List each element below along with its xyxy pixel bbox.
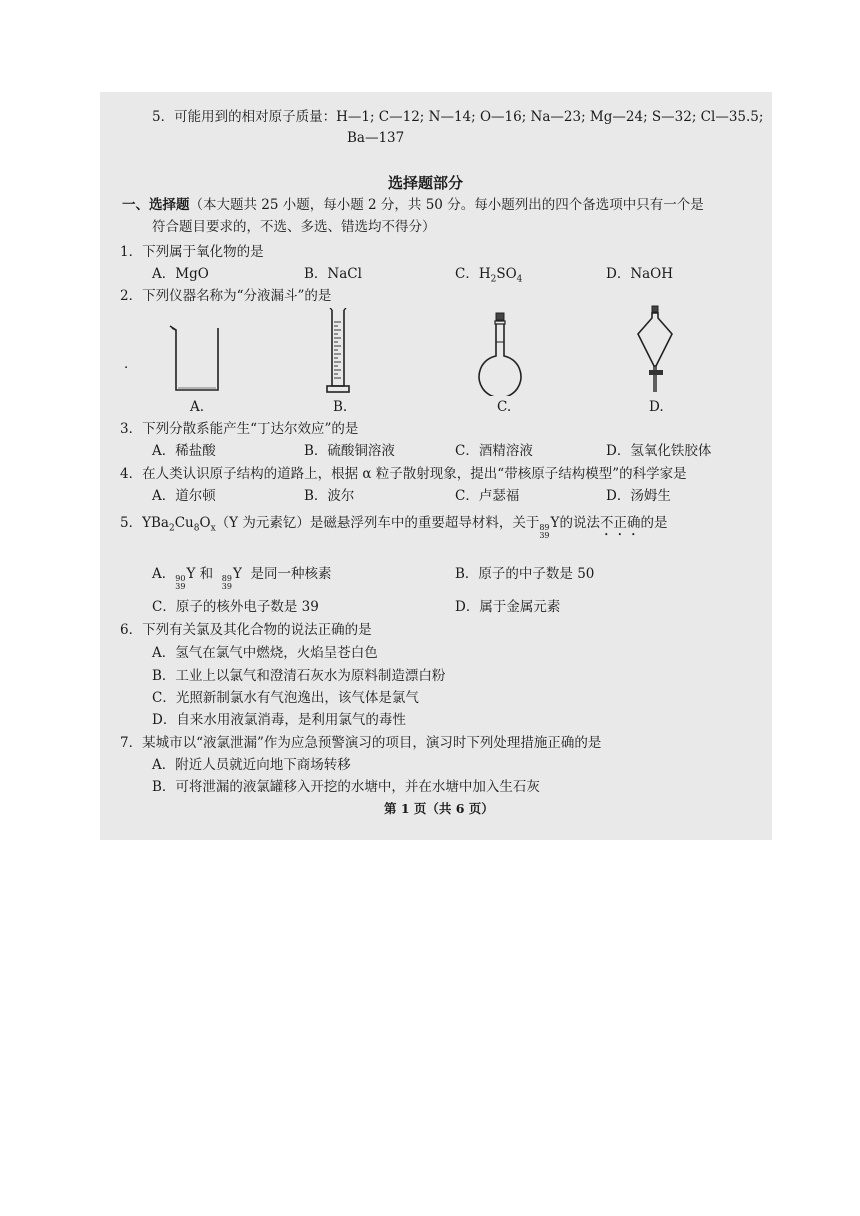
q6-option-a: A．氢气在氯气中燃烧，火焰呈苍白色 [152, 645, 378, 661]
q5-stem-mid: （Y 为元素钇）是磁悬浮列车中的重要超导材料，关于 [215, 515, 540, 531]
section-title: 选择题部分 [388, 174, 464, 192]
q2-option-a: A. [190, 399, 205, 415]
q5-a-text: 是同一种核素 [250, 566, 332, 582]
q5-symbol-y: Y [550, 515, 560, 531]
q1-option-a: A．MgO [152, 266, 209, 282]
q5-option-d: D．属于金属元素 [455, 599, 561, 615]
q1-c-sub2: 4 [516, 274, 523, 285]
question-5-stem [120, 514, 667, 540]
separatory-funnel-icon [635, 304, 675, 396]
q5-a-atomic-39: 39 [175, 582, 186, 591]
q5-stem-post1: 的说法 [559, 515, 600, 531]
q5-a-symbol-y2: Y [232, 566, 242, 582]
volumetric-flask-icon [475, 312, 525, 396]
q5-emphasis-not-correct: 不正确 [599, 515, 641, 531]
q5-formula-start: 5．YBa [120, 515, 169, 531]
q5-a-atomic-39b: 39 [221, 582, 232, 591]
question-3-stem: 3．下列分散系能产生“丁达尔效应”的是 [120, 421, 359, 437]
q6-option-b: B．工业上以氯气和澄清石灰水为原料制造漂白粉 [152, 668, 446, 684]
q1-c-prefix: C．H [455, 266, 491, 282]
q1-c-mid: SO [496, 266, 517, 282]
q7-option-b: B．可将泄漏的液氯罐移入开挖的水塘中，并在水塘中加入生石灰 [152, 779, 540, 795]
nuclide-90-39-notation [175, 575, 185, 591]
section-intro-line2: 符合题目要求的，不选、多选、错选均不得分） [152, 219, 436, 235]
question-1-stem: 1．下列属于氧化物的是 [120, 244, 264, 260]
q5-sub-8: 8 [193, 523, 200, 534]
q5-stem-post2: 的是 [640, 515, 668, 531]
q4-option-a: A．道尔顿 [152, 488, 216, 504]
atomic-mass-note-cont: Ba—137 [347, 130, 405, 146]
question-7-stem: 7．某城市以“液氯泄漏”作为应急预警演习的项目，演习时下列处理措施正确的是 [120, 735, 602, 751]
q5-option-c: C．原子的核外电子数是 39 [152, 599, 319, 615]
q5-a-mass-90: 90 [175, 574, 186, 583]
section-intro-lead: 一、选择题 [122, 197, 190, 213]
q5-sub-2: 2 [168, 523, 175, 534]
beaker-icon [168, 322, 224, 394]
atomic-mass-note: 5．可能用到的相对原子质量：H—1; C—12; N—14; O—16; Na—23; Mg—24; S—32; Cl—35.5; [152, 109, 764, 125]
q3-option-c: C．酒精溶液 [455, 443, 533, 459]
q5-atomic-39: 39 [539, 531, 550, 540]
q3-option-a: A．稀盐酸 [152, 443, 216, 459]
q2-option-d: D. [649, 399, 664, 415]
section-intro [122, 196, 704, 214]
q7-option-a: A．附近人员就近向地下商场转移 [152, 757, 351, 773]
question-6-stem: 6．下列有关氯及其化合物的说法正确的是 [120, 622, 372, 638]
q3-option-b: B．硫酸铜溶液 [304, 443, 395, 459]
nuclide-89-39-notation [539, 524, 549, 540]
q5-a-and: 和 [199, 566, 214, 582]
graduated-cylinder-icon [325, 308, 351, 394]
q5-o: O [199, 515, 211, 531]
q2-option-c: C. [497, 399, 512, 415]
q6-option-c: C．光照新制氯水有气泡逸出，该气体是氯气 [152, 690, 419, 706]
q1-option-b: B．NaCl [304, 266, 362, 282]
q1-option-d: D．NaOH [606, 266, 674, 282]
q5-sub-x: x [210, 523, 216, 534]
q3-option-d: D．氢氧化铁胶体 [606, 443, 712, 459]
question-2-stem: 2．下列仪器名称为“分液漏斗”的是 [120, 288, 332, 304]
q6-option-d: D．自来水用液氯消毒，是利用氯气的毒性 [152, 712, 406, 728]
section-intro-text: （本大题共 25 小题，每小题 2 分，共 50 分。每小题列出的四个备选项中只有一个是 [189, 197, 704, 213]
q4-option-c: C．卢瑟福 [455, 488, 520, 504]
q5-mass-89: 89 [539, 523, 550, 532]
q5-option-b: B．原子的中子数是 50 [455, 566, 595, 582]
question-4-stem: 4．在人类认识原子结构的道路上，根据 α 粒子散射现象，提出“带核原子结构模型”的科学家是 [120, 466, 687, 482]
q4-option-d: D．汤姆生 [606, 488, 671, 504]
q2-option-b: B. [333, 399, 348, 415]
q5-option-a [152, 565, 331, 591]
q1-option-c [455, 265, 522, 289]
page-footer: 第 1 页（共 6 页） [384, 801, 494, 816]
q1-c-sub1: 2 [490, 274, 497, 285]
q5-a-prefix: A． [152, 566, 176, 582]
q4-option-b: B．波尔 [304, 488, 355, 504]
q5-a-symbol-y: Y [186, 566, 196, 582]
q5-a-mass-89: 89 [221, 574, 232, 583]
nuclide-89-39-notation-b [222, 575, 232, 591]
q5-cu: Cu [174, 515, 194, 531]
q2-stray-dot: ． [124, 356, 138, 372]
